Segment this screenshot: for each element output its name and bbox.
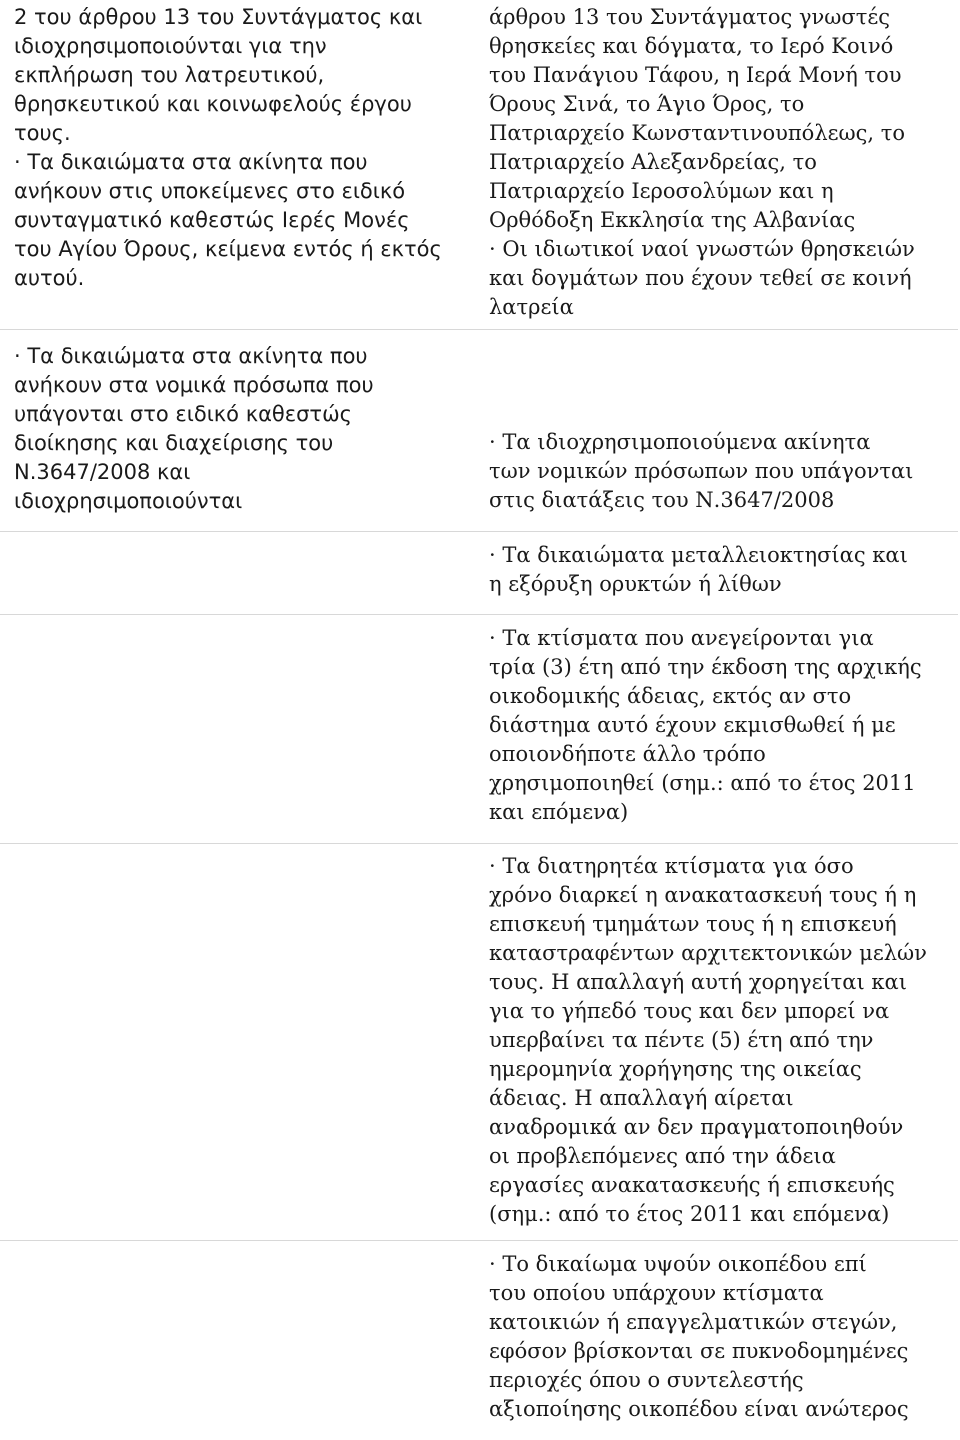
- right-cell: άρθρου 13 του Συντάγματος γνωστές θρησκείες και δόγματα, το Ιερό Κοινό του Πανάγιου Τάφου, η Ιερά Μονή του Όρους Σινά, το Άγιο Όρος, το Πατριαρχείο Κωνσταντινουπόλεως, το Πατριαρχείο Αλεξανδρείας, το Πατριαρχείο Ιεροσολύμων και η Ορθόδοξη Εκκλησία της Αλβανίας · Οι ιδιωτικοί ναοί γνωστών θρησκειών και δογμάτων που έχουν τεθεί σε κοινή λατρεία: [489, 5, 915, 319]
- row-divider: [0, 843, 958, 844]
- right-cell: · Τα δικαιώματα μεταλλειοκτησίας και η εξόρυξη ορυκτών ή λίθων: [489, 543, 908, 596]
- row-divider: [0, 329, 958, 330]
- right-cell: · Τα ιδιοχρησιμοποιούμενα ακίνητα των νομικών πρόσωπων που υπάγονται στις διατάξεις του Ν.3647/2008: [489, 430, 914, 512]
- row-divider: [0, 531, 958, 532]
- right-cell: · Το δικαίωμα υψούν οικοπέδου επί του οποίου υπάρχουν κτίσματα κατοικιών ή επαγγελματικών στεγών, εφόσον βρίσκονται σε πυκνοδομημένες περιοχές όπου ο συντελεστής αξιοποίησης οικοπέδου είναι ανώτερος: [489, 1252, 909, 1421]
- right-cell: · Τα διατηρητέα κτίσματα για όσο χρόνο διαρκεί η ανακατασκευή τους ή η επισκευή τμημάτων τους ή η επισκευή καταστραφέντων αρχιτεκτονικών μελών τους. Η απαλλαγή αυτή χορηγείται και για το γήπεδό τους και δεν μπορεί να υπερβαίνει τα πέντε (5) έτη από την ημερομηνία χορήγησης της οικείας άδειας. Η απαλλαγή αίρεται αναδρομικά αν δεν πραγματοποιηθούν οι προβλεπόμενες από την άδεια εργασίες ανακατασκευής ή επισκευής (σημ.: από το έτος 2011 και επόμενα): [489, 854, 927, 1226]
- row-divider: [0, 614, 958, 615]
- row-divider: [0, 1240, 958, 1241]
- left-cell: 2 του άρθρου 13 του Συντάγματος και ιδιοχρησιμοποιούνται για την εκπλήρωση του λατρευτικού, θρησκευτικού και κοινωφελούς έργου τους. · Τα δικαιώματα στα ακίνητα που ανήκουν στις υποκείμενες στο ειδικό συνταγματικό καθεστώς Ιερές Μονές του Αγίου Όρους, κείμενα εντός ή εκτός αυτού.: [14, 5, 442, 290]
- right-cell: · Τα κτίσματα που ανεγείρονται για τρία (3) έτη από την έκδοση της αρχικής οικοδομικής άδειας, εκτός αν στο διάστημα αυτό έχουν εκμισθωθεί ή με οποιονδήποτε άλλο τρόπο χρησιμοποιηθεί (σημ.: από το έτος 2011 και επόμενα): [489, 626, 922, 824]
- left-cell: · Τα δικαιώματα στα ακίνητα που ανήκουν στα νομικά πρόσωπα που υπάγονται στο ειδικό καθεστώς διοίκησης και διαχείρισης του Ν.3647/2008 και ιδιοχρησιμοποιούνται: [14, 344, 374, 513]
